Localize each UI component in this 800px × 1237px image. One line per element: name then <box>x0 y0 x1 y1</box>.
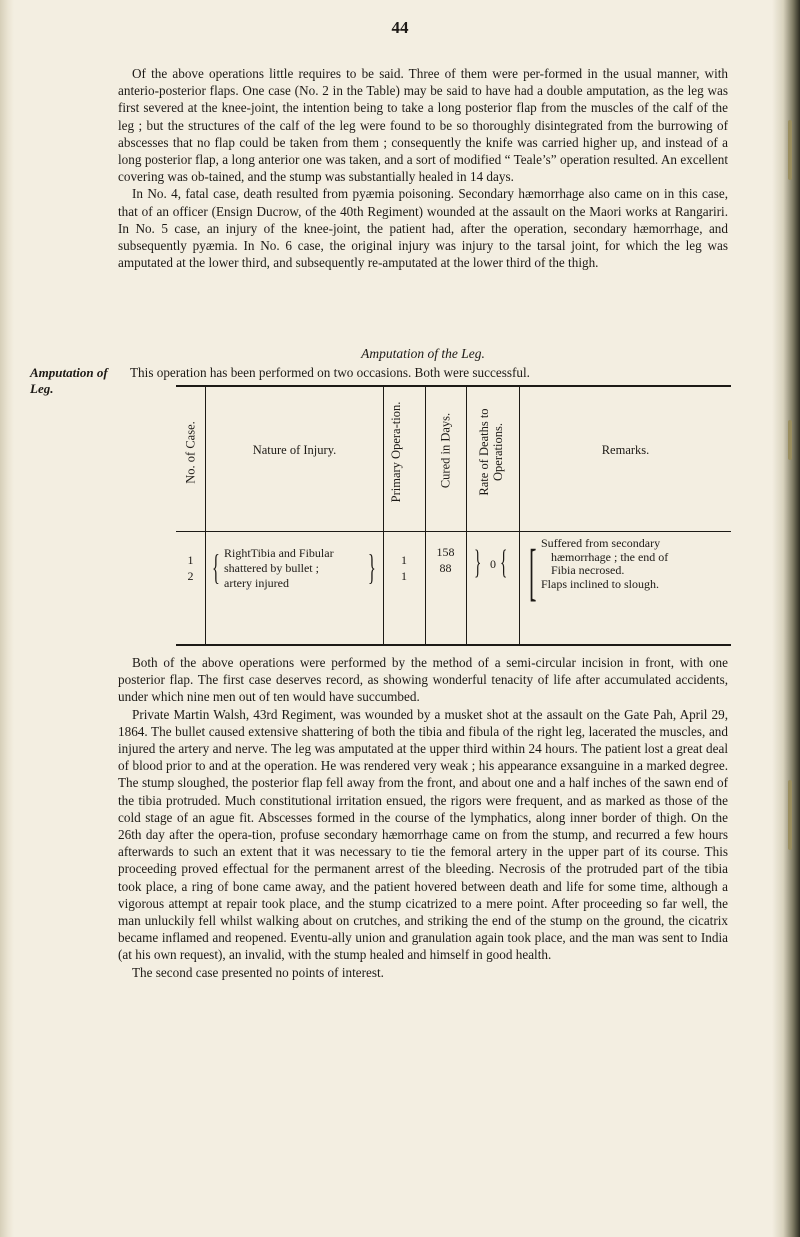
paragraph: Private Martin Walsh, 43rd Regiment, was wounded by a musket shot at the assault on the Gate Pah, April 29, 1864. The bullet caused extensive shattering of both the tibia and fibula of the right leg, lacerated the muscles, and injured the artery and nerve. The leg was amputated at the upper third within 24 hours. The patient lost a great deal of blood prior to and at the operation. He was rendered very weak ; his appearance exsanguine in a marked degree. The stump sloughed, the posterior flap fell away from the front, and about one and a half inches of the sawn end of the tibia protruded. Much constitutional irritation ensued, the rigors were frequent, and as marked as those of the cold stage of an ague fit. Abscesses formed in the course of the lymphatics, along inner border of thigh. On the 26th day after the opera-tion, profuse secondary hæmorrhage came on from the stump, and recurred a few hours afterwards to such an extent that it was necessary to tie the femoral artery in the upper part of its course. This proceeding proved effectual for the permanent arrest of the bleeding. Necrosis of the protruded part of the tibia took place, a ring of bone came away, and the patient hovered between death and life for some time, although a vigorous attempt at repair took place, and the stump cicatrized to a mere point. After proceeding so far well, the man unluckily fell whilst walking about on crutches, and striking the end of the stump on the ground, the cicatrix became inflamed and reopened. Eventu-ally union and granulation again took place, and the man was sent to India (at his own request), an invalid, with the stump healed and himself in good health. <box>118 706 728 963</box>
injury-line: shattered by bullet ; <box>224 561 319 575</box>
table-rule-top <box>176 385 731 387</box>
amputation-table <box>176 385 731 646</box>
remark-line: hæmorrhage ; the end of <box>551 549 669 564</box>
remark-line: Flaps inclined to slough. <box>541 576 659 591</box>
cured-value: 88 <box>439 561 452 575</box>
primary-value: 1 <box>401 553 407 567</box>
body-text-top <box>118 65 728 271</box>
page-spine-right <box>772 0 800 1237</box>
header-remarks: Remarks. <box>601 443 650 457</box>
rate-value: 0 <box>490 557 496 571</box>
paragraph: Of the above operations little requires to be said. Three of them were per-formed in the usual manner, with anterio-posterior flaps. One case (No. 2 in the Table) may be said to have had a double amputation, as the leg was first severed at the knee-joint, the intention being to take a long posterior flap from the muscles of the calf of the leg ; but the structures of the calf of the leg were found to be so thoroughly disintegrated from the burrowing of abscesses that no flap could be taken from them ; consequently the knife was carried higher up, and instead of a long posterior flap, a long anterior one was taken, and a sort of modified “ Teale’s” operation resulted. An excellent covering was ob-tained, and the stump was substantially healed in 14 days. <box>118 66 728 185</box>
page-number: 44 <box>391 18 409 37</box>
case-number: 2 <box>187 569 194 583</box>
paragraph: In No. 4, fatal case, death resulted from pyæmia poisoning. Secondary hæmorrhage also came on in this case, that of an officer (Ensign Ducrow, of the 40th Regiment) wounded at the assault on the Maori works at Rangariri. In No. 5 case, an injury of the knee-joint, the patient had, after the operation, secondary hæmorrhage, and subsequently pyæmia. In No. 6 case, the original injury was injury to the tarsal joint, for which the leg was amputated at the lower third, and subsequently re-amputated at the lower third of the thigh. <box>118 186 728 271</box>
paragraph: Both of the above operations were performed by the method of a semi-circular incision in front, with one posterior flap. The first case deserves record, as showing wonderful tenacity of life after accumulated accidents, under which nine men out of ten would have succumbed. <box>118 655 728 705</box>
table-col-divider <box>425 385 426 646</box>
table-col-divider <box>205 385 206 646</box>
remark-line: Suffered from secondary <box>541 536 661 550</box>
section-title: Amputation of the Leg. <box>361 346 485 361</box>
header-rate: Rate of Deaths to Operations. <box>477 408 505 496</box>
margin-note: Amputation of Leg. <box>30 365 108 396</box>
header-injury: Nature of Injury. <box>252 443 337 457</box>
left-brace: { <box>212 547 220 587</box>
spine-mark <box>788 120 792 180</box>
header-cured: Cured in Days. <box>438 412 453 489</box>
spine-mark <box>788 420 792 460</box>
table-rule-bottom <box>176 644 731 646</box>
header-case-no: No. of Case. <box>183 421 198 484</box>
paragraph: The second case presented no points of interest. <box>132 964 384 980</box>
injury-line: RightTibia and Fibular <box>224 546 334 560</box>
page-spine-left <box>0 0 14 1237</box>
case-number: 1 <box>187 553 194 567</box>
rate-brace-left: } <box>474 544 482 581</box>
rate-brace-right: { <box>500 544 508 581</box>
remarks-brace: [ <box>529 536 537 607</box>
table-col-divider <box>466 385 467 646</box>
table-col-divider <box>383 385 384 646</box>
header-primary: Primary Opera-tion. <box>389 401 403 503</box>
cured-value: 158 <box>436 545 455 559</box>
remark-line: Fibia necrosed. <box>551 563 625 578</box>
remarks-cell <box>541 537 731 591</box>
intro-line: This operation has been performed on two occasions. Both were successful. <box>130 365 530 380</box>
table-rule-header <box>176 531 731 532</box>
spine-mark <box>788 780 792 850</box>
table-col-divider <box>519 385 520 646</box>
body-text-bottom <box>118 654 728 981</box>
primary-value: 1 <box>401 569 407 583</box>
right-brace: } <box>368 547 376 587</box>
injury-line: artery injured <box>224 576 289 590</box>
